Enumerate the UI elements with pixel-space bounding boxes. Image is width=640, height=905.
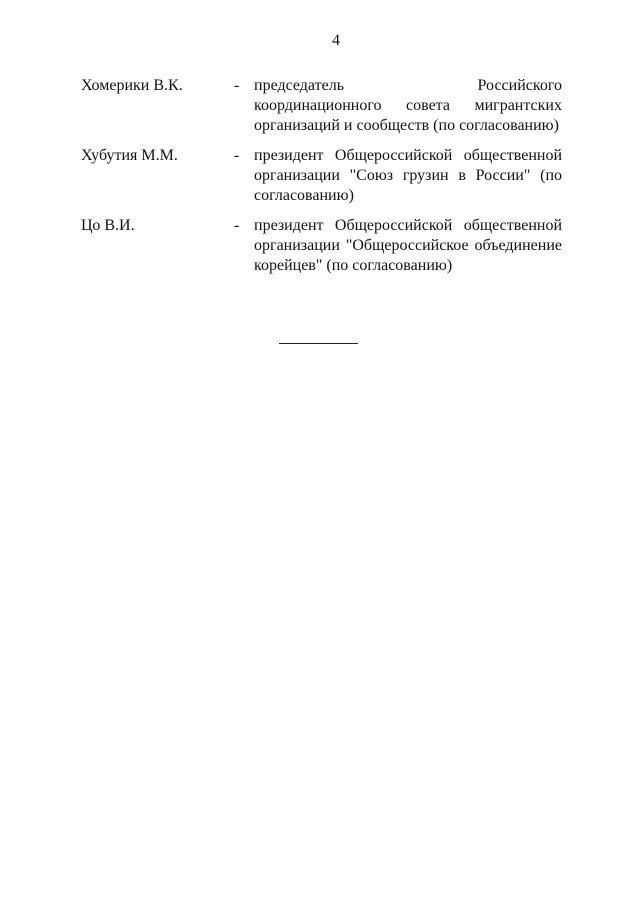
member-dash: - [234,77,240,94]
member-role: председатель Российского координационного совета мигрантских организаций и сообществ (по согласованию) [254,77,562,134]
member-role: президент Общероссийской общественной организации "Союз грузин в России" (по согласованию) [254,147,562,204]
member-role: президент Общероссийской общественной организации "Общероссийское объединение корейцев" (по согласованию) [254,217,562,274]
member-row [81,216,562,286]
end-of-list-divider [279,343,358,344]
member-name: Хомерики В.К. [81,77,183,94]
member-row [81,146,562,216]
member-row [81,76,562,146]
member-dash: - [234,147,240,164]
members-list [81,76,562,286]
member-dash: - [234,217,240,234]
member-name: Хубутия М.М. [81,147,178,164]
member-name: Цо В.И. [81,217,135,234]
page-number: 4 [332,32,340,49]
